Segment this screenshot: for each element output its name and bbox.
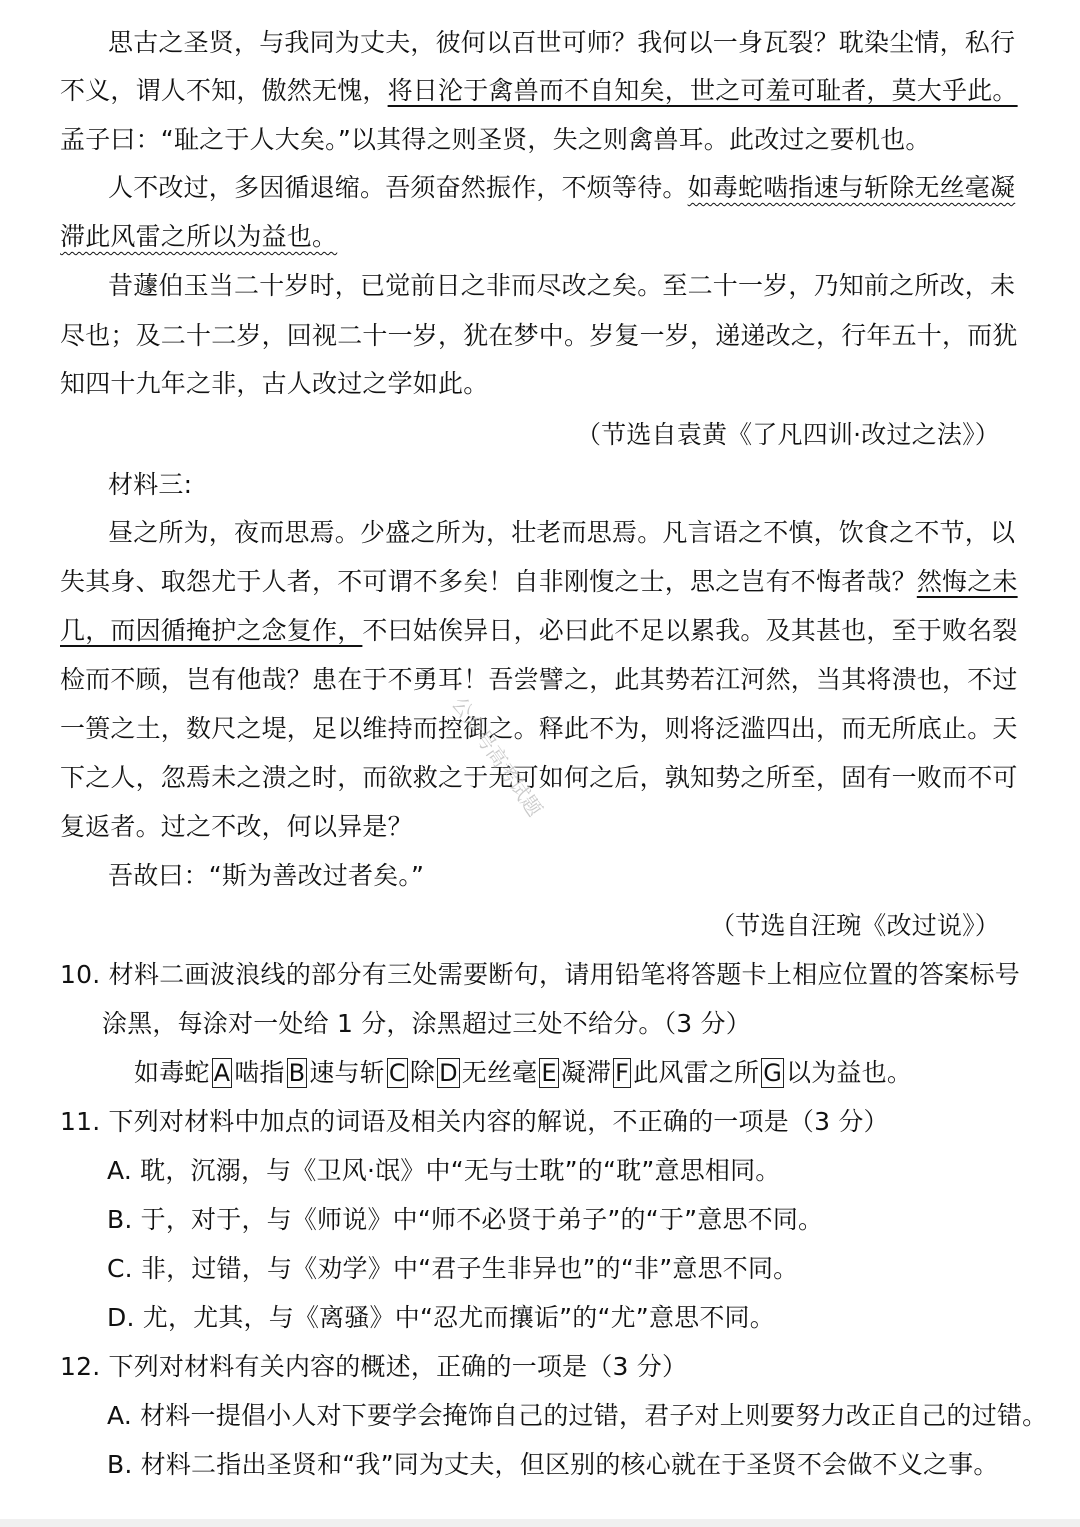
- break-box-g[interactable]: G: [763, 1059, 783, 1087]
- m2-p3-line-1: 昔蘧伯玉当二十岁时，已觉前日之非而尽改之矣。至二十一岁，乃知前之所改，未: [108, 271, 1016, 300]
- segment-text: 凝滞: [560, 1058, 612, 1087]
- text-span: 人不改过，多因循退缩。吾须奋然振作，不烦等待。: [108, 173, 688, 202]
- segment-text: 速与斩: [309, 1058, 385, 1087]
- segment-text: 以为益也。: [786, 1058, 913, 1087]
- break-box-f[interactable]: F: [615, 1059, 630, 1087]
- break-box-d[interactable]: D: [439, 1059, 458, 1087]
- underlined-text: 几，而因循掩护之念复作，: [60, 616, 363, 645]
- break-box-a[interactable]: A: [213, 1059, 231, 1087]
- m3-source: （节选自汪琬《改过说》）: [710, 911, 1000, 940]
- m3-heading: 材料三:: [108, 470, 193, 499]
- m2-p1-line-1: 思古之圣贤，与我同为丈夫，彼何以百世可师？我何以一身瓦裂？耽染尘情，私行: [108, 28, 1016, 57]
- q12-stem: 12. 下列对材料有关内容的概述，正确的一项是（3 分）: [60, 1352, 688, 1381]
- wavy-underlined-text: 如毒蛇啮指速与斩除无丝毫凝: [687, 173, 1016, 202]
- segment-text: 除: [409, 1058, 436, 1087]
- m3-p1-line-6: 下之人，忽焉未之溃之时，而欲救之于无可如何之后，孰知势之所至，固有一败而不可: [60, 763, 1018, 792]
- m2-p1-line-2: [60, 73, 1018, 109]
- break-box-e[interactable]: E: [541, 1059, 557, 1087]
- q10-stem-line-1: 10. 材料二画波浪线的部分有三处需要断句，请用铅笔将答题卡上相应位置的答案标号: [60, 960, 1020, 989]
- watermark: 公众号高考试题: [447, 692, 548, 821]
- q11-option-c[interactable]: C. 非，过错，与《劝学》中“君子生非异也”的“非”意思不同。: [107, 1254, 799, 1283]
- page-bottom-edge: [0, 1519, 1080, 1527]
- break-box-c[interactable]: C: [388, 1059, 406, 1087]
- underlined-text: 然悔之未: [916, 567, 1018, 596]
- q11-stem: 11. 下列对材料中加点的词语及相关内容的解说，不正确的一项是（3 分）: [60, 1107, 889, 1136]
- q12-option-b[interactable]: B. 材料二指出圣贤和“我”同为丈夫，但区别的核心就在于圣贤不会做不义之事。: [107, 1450, 999, 1479]
- m2-p3-line-3: 知四十九年之非，古人改过之学如此。: [60, 369, 489, 398]
- m3-p1-line-4: 检而不顾，岂有他哉？患在于不勇耳！吾尝譬之，此其势若江河然，当其将溃也，不过: [60, 665, 1018, 694]
- segment-text: 如毒蛇: [134, 1058, 210, 1087]
- break-box-b[interactable]: B: [288, 1059, 306, 1087]
- text-span: 失其身、取怨尤于人者，不可谓不多矣！自非刚愎之士，思之岂有不悔者哉？: [60, 567, 917, 596]
- q11-option-d[interactable]: D. 尤，尤其，与《离骚》中“忍尤而攘诟”的“尤”意思不同。: [107, 1303, 775, 1332]
- m3-p1-line-1: 昼之所为，夜而思焉。少盛之所为，壮老而思焉。凡言语之不慎，饮食之不节，以: [108, 518, 1016, 547]
- q11-option-a[interactable]: A. 耽，沉溺，与《卫风·氓》中“无与士耽”的“耽”意思相同。: [107, 1156, 781, 1185]
- underlined-text: 将日沦于禽兽而不自知矣，世之可羞可耻者，莫大乎此。: [387, 76, 1018, 105]
- segment-text: 此风雷之所: [633, 1058, 760, 1087]
- segment-text: 无丝毫: [461, 1058, 538, 1087]
- text-span: 不义，谓人不知，傲然无愧，: [60, 76, 388, 105]
- q12-option-a[interactable]: A. 材料一提倡小人对下要学会掩饰自己的过错，君子对上则要努力改正自己的过错。: [107, 1401, 1048, 1430]
- m2-p2-line-1: [108, 170, 1015, 206]
- q11-option-b[interactable]: B. 于，对于，与《师说》中“师不必贤于弟子”的“于”意思不同。: [107, 1205, 824, 1234]
- wavy-underlined-text: 滞此风雷之所以为益也。: [60, 222, 338, 251]
- m3-p1-line-3: [60, 613, 1018, 649]
- text-span: 不曰姑俟异日，必曰此不足以累我。及其甚也，至于败名裂: [362, 616, 1018, 645]
- m2-p3-line-2: 尽也；及二十二岁，回视二十一岁，犹在梦中。岁复一岁，递递改之，行年五十，而犹: [60, 321, 1018, 350]
- m3-p1-line-2: [60, 564, 1018, 600]
- segment-text: 啮指: [234, 1058, 285, 1087]
- q10-stem-line-2: 涂黑，每涂对一处给 1 分，涂黑超过三处不给分。（3 分）: [102, 1009, 751, 1038]
- q10-break-options: [134, 1055, 1014, 1091]
- m3-p1-line-5: 一篑之土，数尺之堤，足以维持而控御之。释此不为，则将泛滥四出，而无所底止。天: [60, 714, 1018, 743]
- m2-source: （节选自袁黄《了凡四训·改过之法》）: [575, 420, 1000, 449]
- m2-p1-line-3: 孟子曰：“耻之于人大矣。”以其得之则圣贤，失之则禽兽耳。此改过之要机也。: [60, 125, 931, 154]
- m2-p2-line-2: [60, 219, 1015, 255]
- m3-p2: 吾故曰：“斯为善改过者矣。”: [108, 861, 425, 890]
- m3-p1-line-7: 复返者。过之不改，何以异是？: [60, 812, 413, 841]
